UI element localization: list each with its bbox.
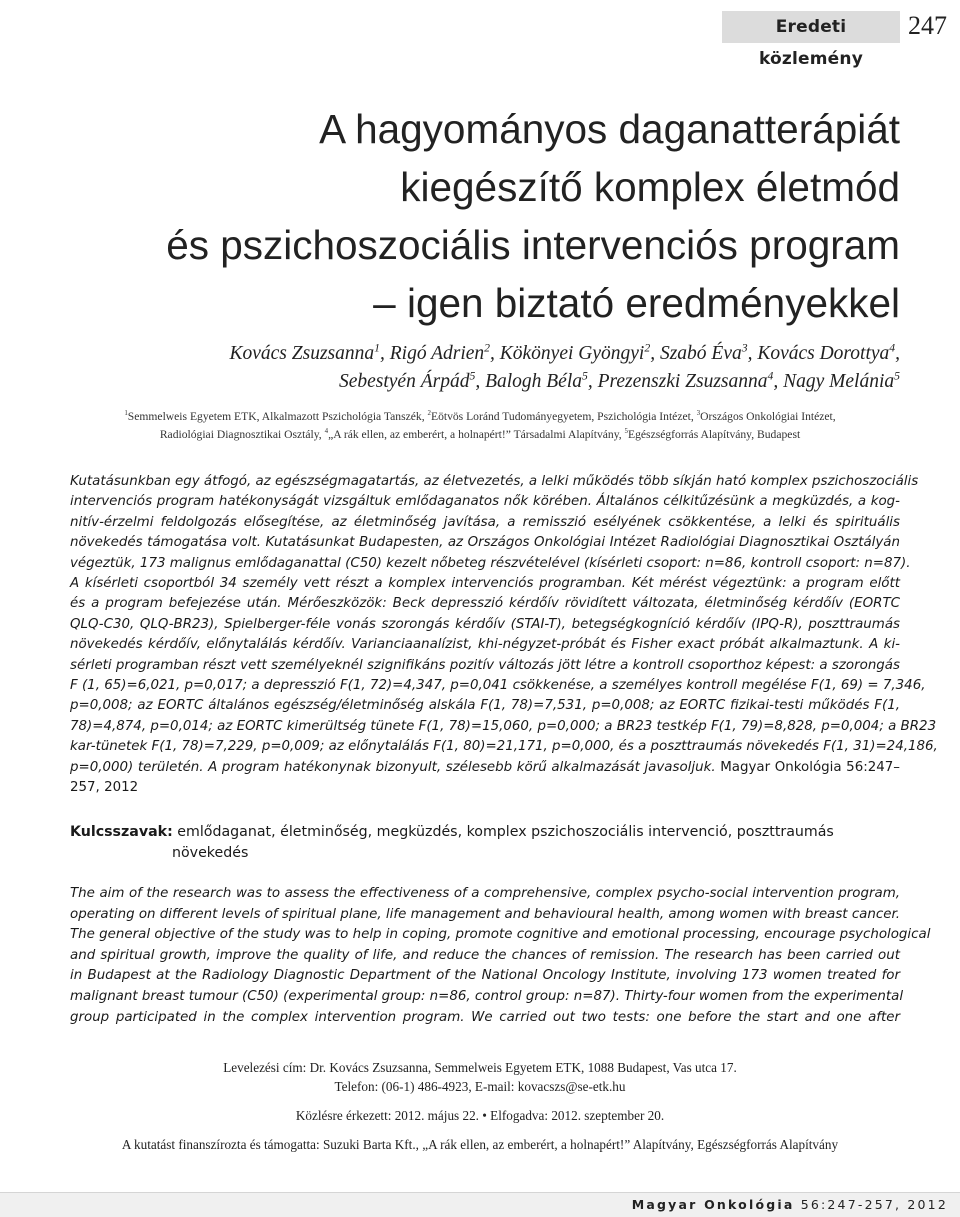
abstract-line [70,758,900,778]
correspondence-footnotes [60,1058,900,1154]
title-line: A hagyományos daganatterápiát [319,106,900,152]
author-name: , Nagy Melánia [773,371,895,392]
abstract-line: növekedés kérdőív, előnytalálás kérdőív. Varianciaanalízist, khi-négyzet-próbát és Fisher exact próbát alkalmaztunk. A ki- [70,637,900,653]
abstract-line: in Budapest at the Radiology Diagnostic Department of the National Oncology Institute, involving 173 women treated for [70,968,900,984]
keywords-text: emlődaganat, életminőség, megküzdés, komplex pszichoszociális intervenció, poszttraumás [177,824,834,840]
correspondence-contact: Telefon: (06-1) 486-4923, E-mail: kovacszs@se-etk.hu [334,1079,626,1094]
affiliation-marker: 5 [894,369,900,383]
keywords-label: Kulcsszavak: [70,824,173,840]
affiliation-marker: 1 [124,409,128,418]
abstract-line: növekedés támogatása volt. Kutatásunkat Budapesten, az Országos Onkológiai Intézet Radiológiai Diagnosztikai Osztályán [70,535,900,551]
abstract-line: intervenciós program hatékonyságát vizsgáltuk emlődaganatos nők körében. Általános célkitűzésünk a megküzdés, a kog- [70,494,900,510]
abstract-line: kar-tünetek F(1, 78)=7,229, p=0,009; az előnytalálás F(1, 80)=21,171, p=0,000, és a poszttraumás növekedés F(1, 31)=24,186, [70,739,938,755]
author-name: Kovács Zsuzsanna [229,343,375,364]
page-number: 247 [908,11,947,40]
affiliation-text: Országos Onkológiai Intézet, [700,410,836,423]
spacer [60,1125,900,1135]
abstract-text: p=0,000) területén. A program hatékonynak bizonyult, szélesebb körű alkalmazását javasoljuk. [70,759,716,775]
abstract-line: p=0,008; az EORTC általános egészség/életminőség alskála F(1, 78)=7,531, p=0,008; az EORTC fizikai-testi működés F(1, [70,698,900,714]
abstract-line: A kísérleti csoportból 34 személy vett részt a komplex intervenciós programban. Két mérést végeztünk: a program előtt [70,576,900,592]
title-line: és pszichoszociális intervenciós program [166,222,900,268]
footer-divider [0,1192,960,1193]
keywords-line [70,822,900,843]
author-name: , Kovács Dorottya [747,343,890,364]
author-list [40,340,900,396]
author-name: , Rigó Adrien [379,343,485,364]
abstract-english [70,884,931,1028]
author-separator: , [895,343,900,364]
running-header [0,0,960,69]
abstract-line: operating on different levels of spiritual plane, life management and behavioural health, among women with breast cancer. [70,906,900,922]
abstract-line: The general objective of the study was to help in coping, promote cognitive and emotional processing, encourage psychological [70,927,931,943]
affiliations [60,408,900,444]
journal-reference [632,1196,948,1214]
author-name: Sebestyén Árpád [338,371,470,392]
affiliation-marker: 3 [741,341,748,355]
author-name: , Kökönyei Gyöngyi [490,343,645,364]
affiliation-text: Egészségforrás Alapítvány, Budapest [628,428,801,441]
abstract-line: sérleti programban részt vett személyeknél szignifikáns pozitív változás jött létre a kontroll csoporthoz képest: a szorongás [70,657,900,673]
abstract-line: nitív-érzelmi feldolgozás elősegítése, az életminőség javítása, a remisszió esélyének csökkentése, a lelki és spirituális [70,514,900,530]
affiliation-marker: 1 [374,341,380,355]
correspondence-address: Levelezési cím: Dr. Kovács Zsuzsanna, Semmelweis Egyetem ETK, 1088 Budapest, Vas utca 17. [223,1060,737,1075]
author-name: , Prezenszki Zsuzsanna [587,371,768,392]
affiliation-marker: 5 [469,369,476,383]
abstract-line: malignant breast tumour (C50) (experimental group: n=86, control group: n=87). Thirty-four women from the experimental [70,988,904,1004]
journal-name: Magyar Onkológia [631,1197,795,1212]
abstract-line: The aim of the research was to assess the effectiveness of a comprehensive, complex psycho-social intervention program, [70,886,900,901]
abstract-line: végeztük, 173 malignus emlődaganattal (C50) kezelt nőbeteg részvételével (kísérleti csoport: n=86, kontroll csoport: n=87). [70,555,911,571]
author-name: , Balogh Béla [475,371,583,392]
affiliation-marker: 5 [624,427,629,436]
affiliation-marker: 4 [767,369,774,383]
affiliation-marker: 2 [484,341,491,355]
funding-note: A kutatást finanszírozta és támogatta: Suzuki Barta Kft., „A rák ellen, az emberért, a holnapért!” Alapítvány, Egészségforrás Alapítvány [121,1137,839,1152]
affiliation-marker: 3 [696,409,701,418]
affiliation-line [60,426,900,444]
author-name: , Szabó Éva [650,343,742,364]
running-footer [0,1192,960,1217]
affiliation-marker: 4 [889,341,896,355]
title-line: – igen biztató eredményekkel [373,280,900,326]
section-label: Eredeti közlemény [722,11,900,43]
journal-volume-pages: 56:247-257, 2012 [794,1197,948,1212]
affiliation-text: „A rák ellen, az emberért, a holnapért!” Társadalmi Alapítvány, [328,428,625,441]
submission-dates: Közlésre érkezett: 2012. május 22. • Elfogadva: 2012. szeptember 20. [295,1108,665,1123]
abstract-line: Kutatásunkban egy átfogó, az egészségmagatartás, az életvezetés, a lelki működés több síkján ható komplex pszichoszociális [70,474,919,489]
spacer [60,1096,900,1106]
affiliation-marker: 4 [324,427,329,436]
journal-citation: 257, 2012 [70,780,139,796]
affiliation-text: Semmelweis Egyetem ETK, Alkalmazott Pszichológia Tanszék, [127,410,428,423]
title-line: kiegészítő komplex életmód [400,164,900,210]
affiliation-marker: 5 [582,369,588,383]
journal-citation: Magyar Onkológia 56:247– [720,759,900,775]
affiliation-marker: 2 [427,409,431,418]
affiliation-text: Eötvös Loránd Tudományegyetem, Pszichológia Intézet, [430,410,697,423]
author-line [40,368,900,396]
abstract-line: QLQ-C30, QLQ-BR23), Spielberger-féle vonás szorongás kérdőív (STAI-T), betegségkogníció kérdőív (IPQ-R), poszttraumás [70,616,900,632]
affiliation-marker: 2 [644,341,651,355]
author-line [40,340,900,368]
abstract-line: F (1, 65)=6,021, p=0,017; a depresszió F(1, 72)=4,347, p=0,041 csökkenése, a személyes kontroll megélése F(1, 69) = 7,346, [70,678,926,694]
abstract-hungarian [70,472,938,799]
keywords [70,822,900,864]
affiliation-line [60,408,900,426]
abstract-line: és a program befejezése után. Mérőeszközök: Beck depresszió kérdőív rövidített változata, életminőség kérdőív (EORTC [70,596,900,612]
article-title [40,100,900,332]
abstract-line: and spiritual growth, improve the quality of life, and reduce the chances of remission. The research has been carried out [70,947,900,963]
abstract-line: 78)=4,874, p=0,014; az EORTC kimerültség tünete F(1, 78)=15,060, p=0,000; a BR23 testkép F(1, 79)=8,828, p=0,004; a BR23 [70,718,937,734]
keywords-text: növekedés [172,845,249,861]
affiliation-text: Radiológiai Diagnosztikai Osztály, [159,428,325,441]
abstract-line: group participated in the complex intervention program. We carried out two tests: one before the start and one after [70,1009,900,1025]
